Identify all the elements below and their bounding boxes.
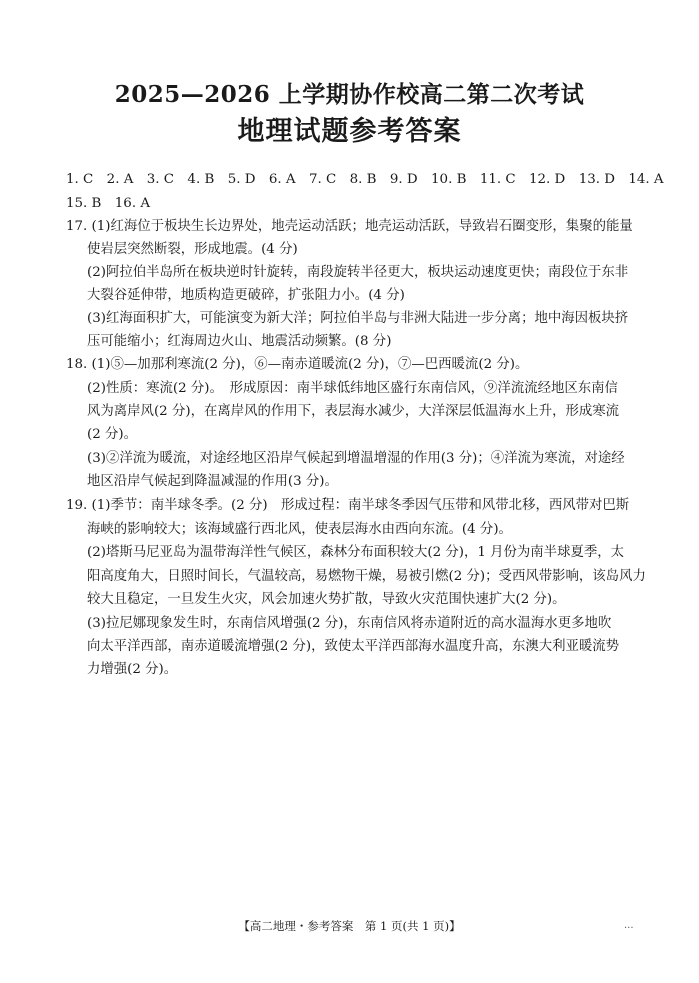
- answer-line: (3)②洋流为暖流，对途经地区沿岸气候起到增温增湿的作用(3 分)；④洋流为寒流，对途经: [87, 451, 625, 466]
- exam-title: 2025—2026 上学期协作校高二第二次考试: [114, 81, 585, 108]
- answer-line: (2 分)。: [87, 427, 138, 442]
- answer-line: 使岩层突然断裂，形成地震。(4 分): [87, 242, 298, 257]
- answer-line: (2)阿拉伯半岛所在板块逆时针旋转，南段旋转半径更大，板块运动速度更快；南段位于东非: [87, 265, 629, 280]
- answer-line: 地区沿岸气候起到降温减湿的作用(3 分)。: [87, 474, 338, 489]
- answer-line: (3)红海面积扩大，可能演变为新大洋；阿拉伯半岛与非洲大陆进一步分离；地中海因板块挤: [87, 311, 629, 326]
- exam-subtitle: 地理试题参考答案: [237, 116, 462, 147]
- answer-line: (3)拉尼娜现象发生时，东南信风增强(2 分)，东南信风将赤道附近的高水温海水更多地吹: [87, 616, 612, 631]
- answer-line: 较大且稳定，一旦发生火灾，风会加速火势扩散，导致火灾范围快速扩大(2 分)。: [87, 592, 566, 607]
- answer-line: 1. C 2. A 3. C 4. B 5. D 6. A 7. C 8. B 9. D 10. B 11. C 12. D 13. D 14. A: [66, 172, 664, 187]
- answer-line: (2)性质：寒流(2 分)。 形成原因：南半球低纬地区盛行东南信风，⑨洋流流经地区东南信: [87, 381, 618, 396]
- answer-line: 压可能缩小；红海周边火山、地震活动频繁。(8 分): [87, 334, 392, 349]
- answer-line: 海峡的影响较大；该海域盛行西北风，使表层海水由西向东流。(4 分)。: [87, 522, 512, 537]
- answer-line: 19. (1)季节：南半球冬季。(2 分) 形成过程：南半球冬季因气压带和风带北移，西风带对巴斯: [66, 498, 630, 513]
- page-footer: 【高二地理・参考答案 第 1 页(共 1 页)】: [238, 919, 461, 933]
- answer-line: 向太平洋西部，南赤道暖流增强(2 分)，致使太平洋西部海水温度升高，东澳大利亚暖流势: [87, 639, 620, 654]
- answer-line: 大裂谷延伸带，地质构造更破碎，扩张阻力小。(4 分): [87, 288, 405, 303]
- corner-mark: ...: [624, 920, 634, 931]
- answer-line: (2)塔斯马尼亚岛为温带海洋性气候区，森林分布面积较大(2 分)，1 月份为南半球夏季，太: [87, 545, 625, 560]
- answer-line: 风为离岸风(2 分)，在离岸风的作用下，表层海水减少，大洋深层低温海水上升，形成寒流: [87, 404, 620, 419]
- answer-line: 力增强(2 分)。: [87, 662, 178, 677]
- answer-line: 阳高度角大，日照时间长，气温较高，易燃物干燥，易被引燃(2 分)；受西风带影响，该岛风力: [87, 569, 646, 584]
- answer-line: 17. (1)红海位于板块生长边界处，地壳运动活跃；地壳运动活跃，导致岩石圈变形，集聚的能量: [66, 219, 633, 234]
- answer-line: 15. B 16. A: [66, 196, 151, 211]
- answer-line: 18. (1)⑤—加那利寒流(2 分)，⑥—南赤道暖流(2 分)，⑦—巴西暖流(2 分)。: [66, 357, 529, 372]
